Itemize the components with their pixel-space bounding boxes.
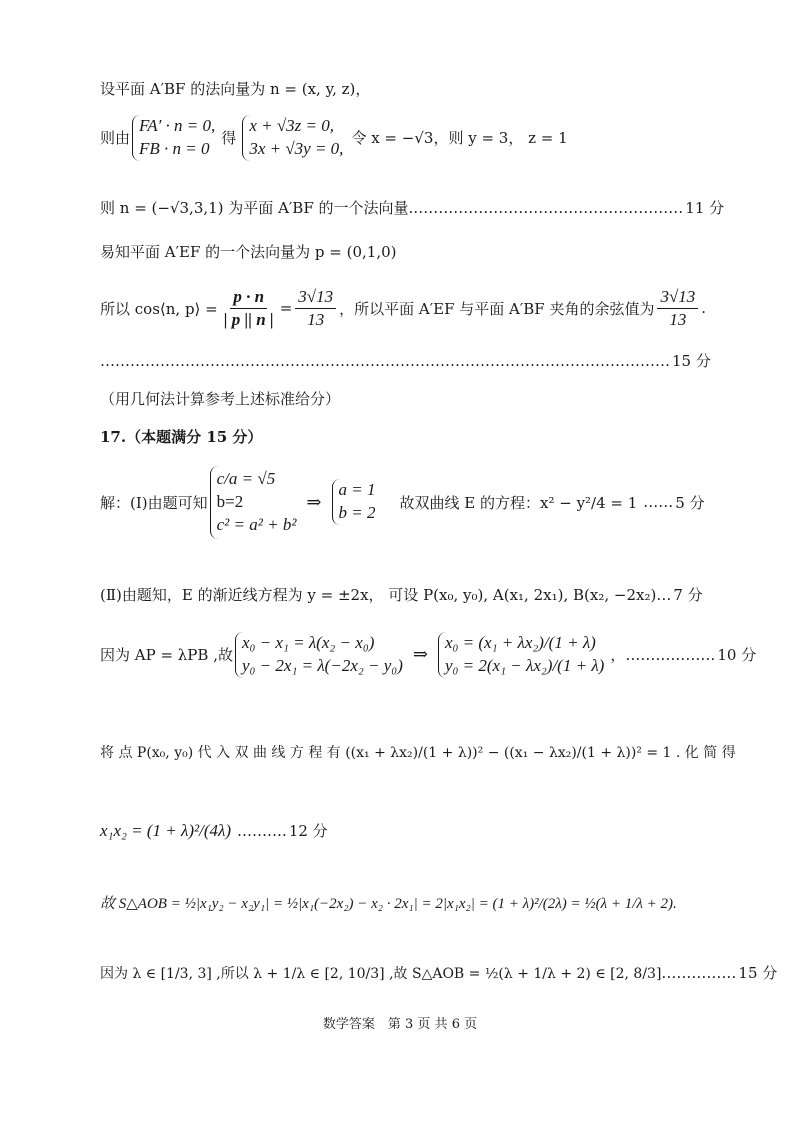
note-geometry [100,388,340,409]
brace-system-2 [242,115,343,161]
prefix-zeyou: 则由 [100,129,131,148]
problem-17-heading [100,426,262,447]
brace-solution [438,632,604,678]
eq-x-y: 3x + √3y = 0, [249,138,344,158]
part-2-setup [100,584,703,605]
frac-num-pn: p · n [230,287,267,309]
relation-prefix: 因为 AP = λPB ,故 [100,646,233,665]
eq-fa: FA′ · n = 0, [139,116,216,135]
normal-n-text: 则 n = (−√3,3,1) 为平面 A′BF 的一个法向量. [100,199,414,217]
substitute-text: 将 点 P(x₀, y₀) 代 入 双 曲 线 方 程 有 ((x₁ + λx₂)/(1 + λ))² − ((x₁ − λx₂)/(1 + λ))² = 1 . 化 简 得 [100,745,736,761]
assignment-values: 令 x = −√3，则 y = 3， z = 1 [351,129,568,148]
brace-given [210,466,297,539]
range-text: 因为 λ ∈ [1/3, 3] ,所以 λ + 1/λ ∈ [2, 10/3] ,故 S△AOB = ½(λ + 1/λ + 2) ∈ [2, 8/3] [100,965,662,982]
note-text: （用几何法计算参考上述标准给分） [100,390,341,408]
dots: ……………………………………………… [413,198,684,217]
fraction-pn [221,287,277,329]
score-15-final: 15 分 [738,964,778,982]
eq-x-z: x + √3z = 0, [249,116,334,135]
footer-text: 数学答案 第 3 页 共 6 页 [322,1017,478,1032]
implies-arrow: ⇒ [306,491,322,513]
score-line-15 [100,350,711,371]
normal-vector-result [100,197,724,218]
eq-fb: FB · n = 0 [139,138,210,158]
implies-arrow: ⇒ [412,644,428,666]
score-7: 7 分 [673,586,703,604]
given-c-squared: c² = a² + b² [216,514,297,534]
brace-relation [235,632,403,678]
part-1-solution [100,466,705,539]
substitute-line [100,742,736,762]
frac-num-3sqrt13: 3√13 [295,287,336,309]
hyperbola-equation: 故双曲线 E 的方程：x² − y²/4 = 1 [399,493,638,512]
asymptote-text: (Ⅱ)由题知，E 的渐近线方程为 y = ±2x， 可设 P(x₀, y₀), A(x₁, 2x₁), B(x₂, −2x₂) [100,586,657,604]
dots: …………………………………………………………………………………………………… [100,351,670,370]
dots: ………. [237,821,287,840]
frac-den-final: 13 [669,309,687,329]
frac-num-final: 3√13 [657,287,698,309]
fraction-final [657,287,698,329]
vector-relation [100,632,756,678]
normal-p-text: 易知平面 A′EF 的一个法向量为 p = (0,1,0) [100,243,397,261]
equals: = [279,299,293,318]
area-formula [100,892,677,913]
fraction-value [295,287,336,329]
dots: ，……………… [610,646,716,665]
range-result [100,962,777,983]
dots: … [656,585,672,604]
given-b: b=2 [216,491,244,511]
result-a: a = 1 [338,480,376,500]
page-footer [0,1013,800,1032]
brace-system-1 [132,115,215,161]
score-15: 15 分 [672,352,711,370]
frac-den-pn: | p || n | [223,309,274,329]
cos-conclusion-text: ，所以平面 A′EF 与平面 A′BF 夹角的余弦值为 [339,299,655,318]
cos-prefix: 所以 cos⟨n, p⟩ = [100,299,218,318]
area-text: 故 S△AOB = ½|x₁y₂ − x₂y₁| = ½|x₁(−2x₂) − x₂ · 2x₁| = 2|x₁x₂| = (1 + λ)²/(2λ) = ½(λ + 1/λ + 2). [100,896,677,912]
dots: …… [643,493,674,512]
label-de: 得 [221,129,237,148]
period: . [701,299,707,318]
normal-vector-p [100,241,396,262]
x0-solution: x₀ = (x₁ + λx₂)/(1 + λ) [444,633,596,652]
score-11: 11 分 [685,199,725,217]
given-c-over-a: c/a = √5 [216,469,276,488]
normal-vector-setup [100,78,370,99]
score-12: 12 分 [288,822,328,840]
brace-result [332,479,376,525]
cosine-line [100,287,706,329]
result-b: b = 2 [338,503,376,523]
x1x2-formula: x₁x₂ = (1 + λ)²/(4λ) [100,820,232,840]
relation-eq-2: y₀ − 2x₁ = λ(−2x₂ − y₀) [241,655,403,675]
line-1-text: 设平面 A′BF 的法向量为 n = (x, y, z)， [100,80,371,98]
score-10: 10 分 [717,646,757,665]
y0-solution: y₀ = 2(x₁ − λx₂)/(1 + λ) [444,655,605,675]
part-1-prefix: 解：(Ⅰ)由题可知 [100,493,208,512]
system-equations-normal [100,115,568,161]
product-result [100,820,328,841]
dots: …………… [661,963,737,982]
relation-eq-1: x₀ − x₁ = λ(x₂ − x₀) [241,633,375,652]
score-5: 5 分 [675,493,705,512]
frac-den-13: 13 [307,309,325,329]
heading-text: 17.（本题满分 15 分） [100,428,263,446]
